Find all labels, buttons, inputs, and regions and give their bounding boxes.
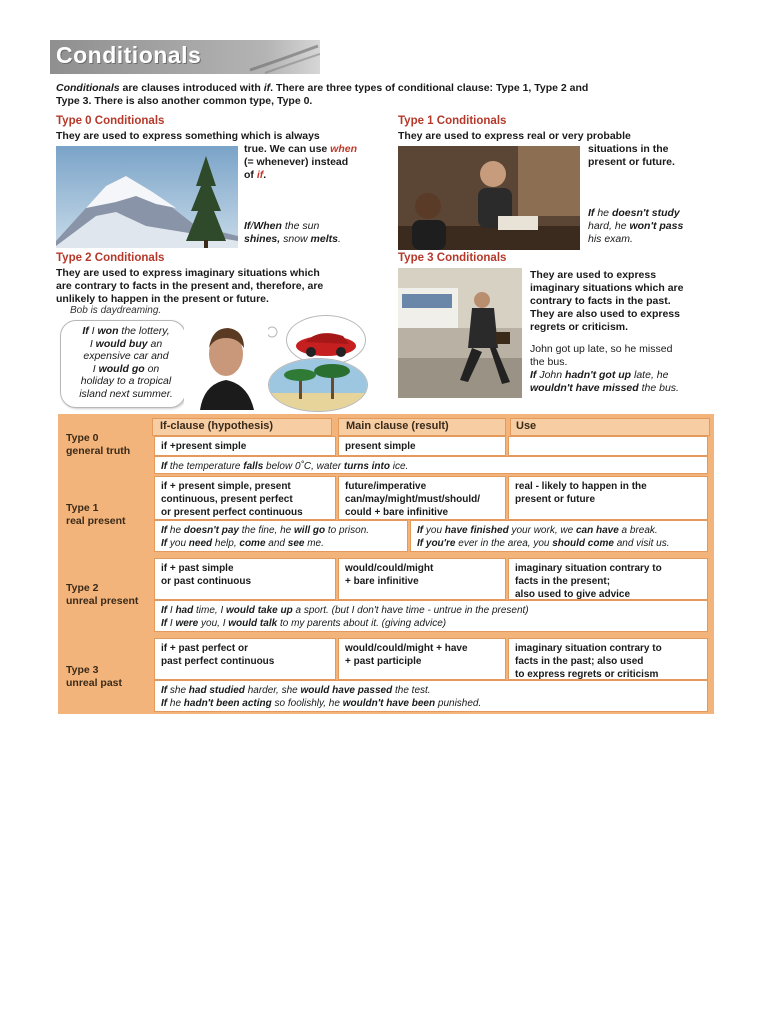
type2-main-clause: would/could/might + bare infinitive [338, 558, 506, 600]
type3-desc-4: They are also used to express [530, 308, 680, 320]
type3-main-clause: would/could/might + have + past participle [338, 638, 506, 680]
type1-desc-3: present or future. [588, 156, 675, 168]
type0-example: If the temperature falls below 0˚C, water turns into ice. [154, 456, 708, 474]
type0-main-clause: present simple [338, 436, 506, 456]
type3-example-1: John got up late, so he missed [530, 343, 673, 355]
intro-line-1: Conditionals are clauses introduced with if. There are three types of conditional clause: Type 1, Type 2 and [56, 82, 589, 94]
type2-heading: Type 2 Conditionals [56, 252, 165, 264]
running-man-photo [398, 268, 522, 398]
type0-heading: Type 0 Conditionals [56, 115, 165, 127]
type3-example: If she had studied harder, she would have passed the test. If he hadn't been acting so foolishly, he wouldn't have been punished. [154, 680, 708, 712]
type0-desc-2: true. We can use when [244, 143, 358, 155]
type3-example-3: If John hadn't got up late, he [530, 369, 669, 381]
type3-example-4: wouldn't have missed the bus. [530, 382, 679, 394]
type0-desc-3: (= whenever) instead [244, 156, 349, 168]
type3-desc-1: They are used to express [530, 269, 657, 281]
type2-if-clause: if + past simple or past continuous [154, 558, 336, 600]
type3-label: Type 3 unreal past [66, 664, 123, 689]
type0-example-1: If/When the sun [244, 220, 320, 232]
type2-example: If I had time, I would take up a sport. (but I don't have time - untrue in the present) If I were you, I would talk to my parents about it. (giving advice) [154, 600, 708, 632]
type1-example-1: If he doesn't study [588, 207, 680, 219]
type1-if-clause: if + present simple, present continuous, present perfect or present perfect continuous [154, 476, 336, 520]
type1-example-3: his exam. [588, 233, 633, 245]
header-main-clause: Main clause (result) [346, 420, 449, 432]
type1-example-b: If you have finished your work, we can have a break. If you're ever in the area, you should come and visit us. [410, 520, 708, 552]
type3-desc-5: regrets or criticism. [530, 321, 629, 333]
type1-heading: Type 1 Conditionals [398, 115, 507, 127]
type3-desc-2: imaginary situations which are [530, 282, 684, 294]
type1-main-clause: future/imperative can/may/might/must/should/ could + bare infinitive [338, 476, 506, 520]
intro-line-2: Type 3. There is also another common type, Type 0. [56, 95, 313, 107]
type0-if-clause: if +present simple [154, 436, 336, 456]
bubble-text: If I won the lottery, I would buy an expensive car and I would go on holiday to a tropical island next summer. [79, 325, 173, 400]
type0-desc-4: of if. [244, 169, 267, 181]
palm-bubble [268, 358, 368, 412]
type2-desc-2: are contrary to facts in the present and, therefore, are [56, 280, 324, 292]
students-photo [398, 146, 580, 250]
daydreaming-man-photo [184, 314, 268, 410]
type1-example-2: hard, he won't pass [588, 220, 684, 232]
type0-desc-1: They are used to express something which is always [56, 130, 320, 142]
type2-desc-1: They are used to express imaginary situations which [56, 267, 320, 279]
type0-use [508, 436, 708, 456]
daydream-caption: Bob is daydreaming. [70, 305, 162, 316]
header-use: Use [516, 420, 537, 432]
type1-desc-1: They are used to express real or very probable [398, 130, 631, 142]
conditionals-table [58, 414, 714, 714]
type2-use: imaginary situation contrary to facts in the present; also used to give advice [508, 558, 708, 600]
type1-use: real - likely to happen in the present or future [508, 476, 708, 520]
mountain-photo [56, 146, 238, 248]
type1-label: Type 1 real present [66, 502, 126, 527]
type0-example-2: shines, snow melts. [244, 233, 341, 245]
header-use-cell [510, 418, 710, 436]
type3-desc-3: contrary to facts in the past. [530, 295, 671, 307]
type3-example-2: the bus. [530, 356, 568, 368]
type0-label: Type 0 general truth [66, 432, 131, 457]
type2-desc-3: unlikely to happen in the present or future. [56, 293, 269, 305]
type2-label: Type 2 unreal present [66, 582, 139, 607]
type1-desc-2: situations in the [588, 143, 669, 155]
header-if-clause: If-clause (hypothesis) [160, 420, 274, 432]
page-title: Conditionals [56, 42, 202, 68]
type3-use: imaginary situation contrary to facts in the past; also used to express regrets or criticism [508, 638, 708, 680]
type1-example-a: If he doesn't pay the fine, he will go to prison. If you need help, come and see me. [154, 520, 408, 552]
type3-if-clause: if + past perfect or past perfect continuous [154, 638, 336, 680]
type3-heading: Type 3 Conditionals [398, 252, 507, 264]
